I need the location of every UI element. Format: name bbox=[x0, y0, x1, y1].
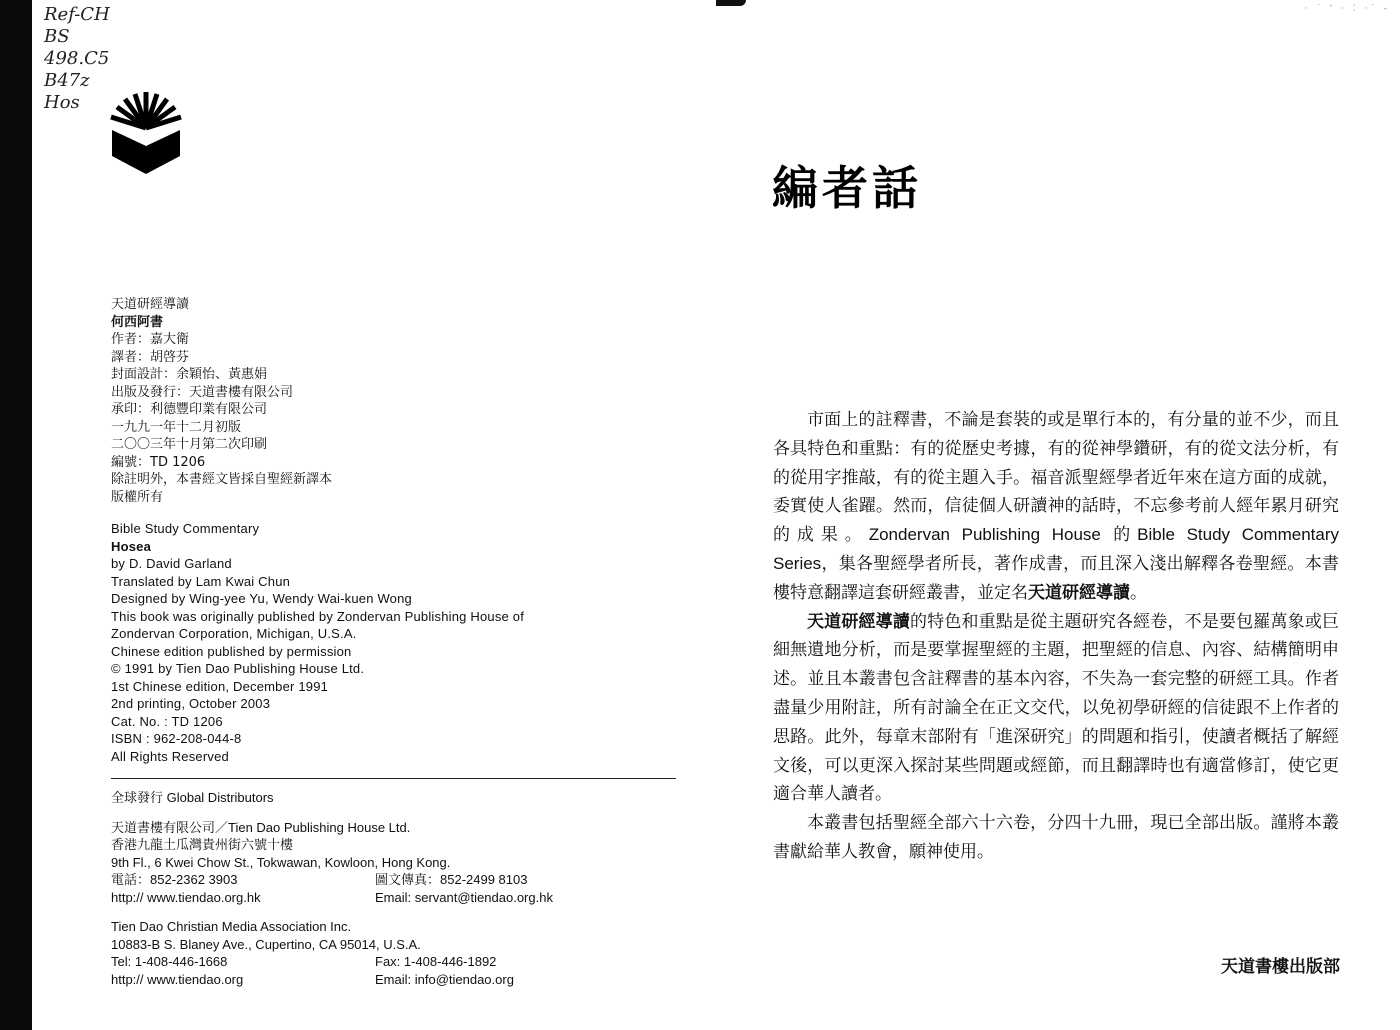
imprint-line: 譯者：胡啓芬 bbox=[111, 349, 190, 365]
imprint-line: ISBN : 962-208-044-8 bbox=[111, 731, 242, 746]
us-website-link[interactable]: http:// www.tiendao.org bbox=[111, 971, 244, 987]
call-number-line: Ref-CH bbox=[44, 4, 110, 25]
paragraph-text: 本叢書包括聖經全部六十六卷，分四十九冊，現已全部出版。謹將本叢書獻給華人教會，願神使用。 bbox=[773, 813, 1339, 862]
paragraph-text: 的特色和重點是從主題研究各經卷，不是要包羅萬象或巨細無遺地分析，而是要掌握聖經的主題，把聖經的信息、內容、結構簡明申述。並且本叢書包含註釋書的基本內容，不失為一套完整的研經工具。作者盡量少用附註，所有討論全在正文交代，以免初學研經的信徒跟不上作者的思路。此外，每章末部附有「進深研究」的問題和指引，使讀者概括了解經文後，可以更深入探討某些問題或經節，而且翻譯時也有適當修訂，使它更適合華人讀者。 bbox=[773, 611, 1339, 805]
call-number-line: Hos bbox=[44, 92, 80, 113]
us-email-link[interactable]: Email: info@tiendao.org bbox=[375, 971, 514, 987]
chinese-imprint bbox=[111, 296, 681, 506]
copyright-page bbox=[111, 296, 681, 765]
series-title-cn: 天道研經導讀 bbox=[111, 297, 190, 312]
imprint-line: 出版及發行：天道書樓有限公司 bbox=[111, 384, 294, 400]
paragraph bbox=[773, 809, 1339, 867]
imprint-line: 編號：TD 1206 bbox=[111, 454, 206, 470]
series-title-bold: 天道研經導讀 bbox=[807, 611, 910, 632]
imprint-line: All Rights Reserved bbox=[111, 748, 229, 764]
imprint-line: 二〇〇三年十月第二次印刷 bbox=[111, 437, 268, 452]
imprint-line: 一九九一年十二月初版 bbox=[111, 419, 242, 435]
us-web-row bbox=[111, 971, 681, 989]
series-title-bold: 天道研經導讀 bbox=[1028, 582, 1130, 603]
imprint-line: 作者：嘉大衛 bbox=[111, 332, 190, 347]
paragraph-text: 市面上的註釋書，不論是套裝的或是單行本的，有分量的並不少，而且各具特色和重點：有的從歷史考據，有的從神學鑽研，有的從文法分析，有的從用字推敲，有的從主題入手。福音派聖經學者近年來在這方面的成就，委實使人雀躍。然而，信徒個人研讀神的話時，不忘參考前人經年累月研究的成果。 bbox=[773, 410, 1339, 546]
english-imprint bbox=[111, 520, 681, 765]
call-number-line: B47z bbox=[44, 70, 90, 91]
us-publisher-name: Tien Dao Christian Media Association Inc. bbox=[111, 919, 352, 934]
us-phone: Tel: 1-408-446-1668 bbox=[111, 954, 228, 969]
paragraph-text: 。 bbox=[1130, 582, 1147, 603]
imprint-line: 封面設計：余穎怡、黃惠娟 bbox=[111, 367, 268, 382]
page-spine-shadow bbox=[0, 0, 32, 1030]
imprint-line: 版權所有 bbox=[111, 489, 164, 505]
imprint-line: Cat. No. : TD 1206 bbox=[111, 713, 223, 729]
hk-fax: 圖文傳真：852-2499 8103 bbox=[375, 872, 528, 887]
page-title: 編者話 bbox=[772, 161, 922, 215]
scan-mark bbox=[716, 0, 746, 6]
book-title-en: Hosea bbox=[111, 538, 152, 554]
publisher-logo-icon bbox=[106, 90, 186, 176]
hk-email-link[interactable]: Email: servant@tiendao.org.hk bbox=[375, 889, 553, 905]
imprint-line: by D. David Garland bbox=[111, 556, 232, 571]
series-title-en: Bible Study Commentary bbox=[111, 521, 260, 536]
imprint-line: 承印：利德豐印業有限公司 bbox=[111, 402, 268, 417]
handwritten-call-number bbox=[44, 4, 110, 114]
call-number-line: 498.C5 bbox=[44, 48, 110, 69]
hk-address-en: 9th Fl., 6 Kwei Chow St., Tokwawan, Kowloon, Hong Kong. bbox=[111, 854, 451, 870]
book-title-cn: 何西阿書 bbox=[111, 314, 164, 330]
paragraph-text: 的 bbox=[1100, 525, 1138, 546]
hk-contact-row bbox=[111, 871, 681, 889]
paragraph bbox=[773, 406, 1339, 608]
us-address: 10883-B S. Blaney Ave., Cupertino, CA 95014, U.S.A. bbox=[111, 936, 421, 952]
paragraph-text: ，集各聖經學者所長，著作成書，而且深入淺出解釋各卷聖經。本書樓特意翻譯這套研經叢書，並定名 bbox=[773, 553, 1339, 603]
imprint-line: Translated by Lam Kwai Chun bbox=[111, 573, 291, 589]
editors-note-body bbox=[773, 406, 1339, 867]
imprint-line: Zondervan Corporation, Michigan, U.S.A. bbox=[111, 626, 357, 641]
series-name: Bible Study Commentary Series bbox=[773, 525, 1339, 573]
hk-phone: 電話：852-2362 3903 bbox=[111, 872, 238, 887]
imprint-line: © 1991 by Tien Dao Publishing House Ltd. bbox=[111, 661, 365, 676]
call-number-line: BS bbox=[44, 26, 70, 47]
us-fax: Fax: 1-408-446-1892 bbox=[375, 954, 497, 969]
hk-publisher-name: 天道書樓有限公司／Tien Dao Publishing House Ltd. bbox=[111, 819, 411, 835]
paragraph bbox=[773, 608, 1339, 810]
signature: 天道書樓出版部 bbox=[1221, 957, 1340, 977]
hk-web-row bbox=[111, 889, 681, 907]
hk-website-link[interactable]: http:// www.tiendao.org.hk bbox=[111, 889, 261, 905]
distributors-heading: 全球發行 Global Distributors bbox=[111, 790, 274, 805]
us-contact-row bbox=[111, 953, 681, 971]
imprint-line: 除註明外，本書經文皆採自聖經新譯本 bbox=[111, 472, 333, 487]
imprint-line: 2nd printing, October 2003 bbox=[111, 696, 271, 711]
imprint-line: This book was originally published by Zondervan Publishing House of bbox=[111, 608, 525, 624]
publisher-name: Zondervan Publishing House bbox=[868, 525, 1101, 545]
divider bbox=[111, 778, 676, 779]
imprint-line: Chinese edition published by permission bbox=[111, 643, 352, 659]
imprint-line: Designed by Wing-yee Yu, Wendy Wai-kuen Wong bbox=[111, 591, 412, 606]
distributors-section bbox=[111, 789, 681, 988]
hk-address-cn: 香港九龍土瓜灣貴州街六號十樓 bbox=[111, 837, 294, 852]
imprint-line: 1st Chinese edition, December 1991 bbox=[111, 678, 329, 694]
scan-specks: · ˙ ' · ⁚ ·˙ - bbox=[1304, 4, 1390, 14]
